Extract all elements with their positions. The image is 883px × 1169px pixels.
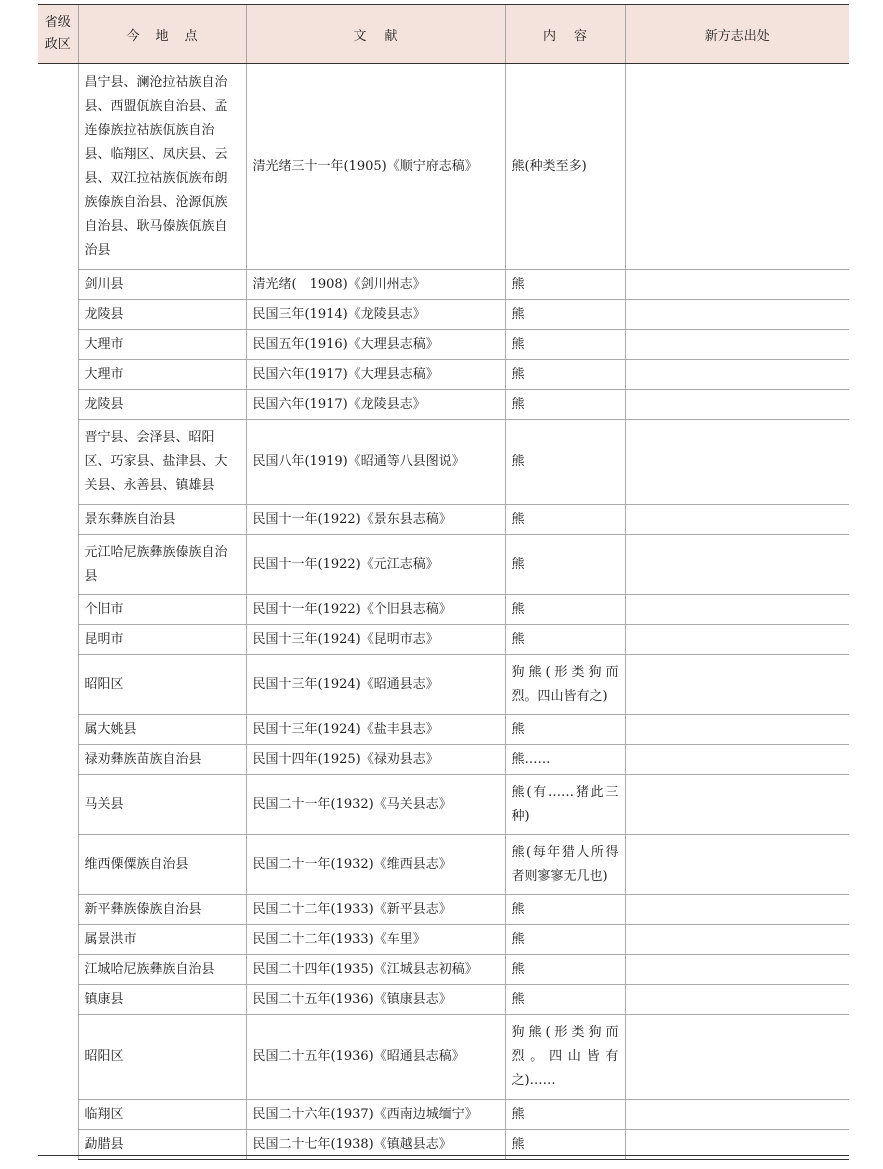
location-cell: 昭阳区	[78, 655, 246, 715]
table-row	[38, 270, 849, 300]
header-new-source	[625, 5, 849, 64]
new-source-cell	[625, 655, 849, 715]
location-cell: 龙陵县	[78, 390, 246, 420]
table-row	[38, 895, 849, 925]
content-cell: 熊	[505, 270, 625, 300]
header-document-label: 文献	[353, 28, 416, 44]
location-cell: 剑川县	[78, 270, 246, 300]
table-row	[38, 625, 849, 655]
header-province-line2: 政区	[44, 37, 71, 52]
province-cell	[38, 64, 78, 1160]
new-source-cell	[625, 1015, 849, 1100]
document-cell: 民国八年(1919)《昭通等八县图说》	[246, 420, 505, 505]
table-row	[38, 655, 849, 715]
new-source-cell	[625, 64, 849, 270]
header-document	[246, 5, 505, 64]
content-cell: 熊	[505, 420, 625, 505]
location-cell: 昭阳区	[78, 1015, 246, 1100]
content-cell: 熊	[505, 715, 625, 745]
content-cell: 熊	[505, 505, 625, 535]
new-source-cell	[625, 745, 849, 775]
new-source-cell	[625, 595, 849, 625]
document-cell: 民国十一年(1922)《景东县志稿》	[246, 505, 505, 535]
document-cell: 民国二十一年(1932)《维西县志》	[246, 835, 505, 895]
document-cell: 清光绪( 1908)《剑川州志》	[246, 270, 505, 300]
new-source-cell	[625, 300, 849, 330]
content-cell: 熊	[505, 300, 625, 330]
content-cell: 熊(每年猎人所得者则寥寥无几也)	[505, 835, 625, 895]
table-row	[38, 1100, 849, 1130]
location-cell: 昆明市	[78, 625, 246, 655]
location-cell: 镇康县	[78, 985, 246, 1015]
new-source-cell	[625, 925, 849, 955]
table-row	[38, 300, 849, 330]
content-cell: 狗熊(形类狗而烈。四山皆有之)	[505, 655, 625, 715]
content-cell: 狗熊(形类狗而烈。四山皆有之)……	[505, 1015, 625, 1100]
content-cell: 熊	[505, 925, 625, 955]
records-table	[38, 4, 849, 1160]
document-cell: 民国二十六年(1937)《西南边城缅宁》	[246, 1100, 505, 1130]
location-cell: 临翔区	[78, 1100, 246, 1130]
document-cell: 民国二十五年(1936)《镇康县志》	[246, 985, 505, 1015]
table-row	[38, 505, 849, 535]
location-cell: 景东彝族自治县	[78, 505, 246, 535]
table-row	[38, 715, 849, 745]
table-row	[38, 535, 849, 595]
new-source-cell	[625, 895, 849, 925]
document-cell: 民国二十七年(1938)《镇越县志》	[246, 1130, 505, 1160]
new-source-cell	[625, 625, 849, 655]
content-cell: 熊	[505, 895, 625, 925]
table-row	[38, 835, 849, 895]
location-cell: 个旧市	[78, 595, 246, 625]
header-new-source-label: 新方志出处	[704, 28, 770, 44]
location-cell: 勐腊县	[78, 1130, 246, 1160]
table-row	[38, 775, 849, 835]
table-row	[38, 330, 849, 360]
document-cell: 民国十四年(1925)《禄劝县志》	[246, 745, 505, 775]
header-location	[78, 5, 246, 64]
table-row	[38, 985, 849, 1015]
location-cell: 昌宁县、澜沧拉祜族自治县、西盟佤族自治县、孟连傣族拉祜族佤族自治县、临翔区、凤庆县、云县、双江拉祜族佤族布朗族傣族自治县、沧源佤族自治县、耿马傣族佤族自治县	[78, 64, 246, 270]
location-cell: 大理市	[78, 330, 246, 360]
content-cell: 熊	[505, 595, 625, 625]
new-source-cell	[625, 1100, 849, 1130]
document-cell: 民国六年(1917)《大理县志稿》	[246, 360, 505, 390]
document-cell: 清光绪三十一年(1905)《顺宁府志稿》	[246, 64, 505, 270]
new-source-cell	[625, 835, 849, 895]
location-cell: 属景洪市	[78, 925, 246, 955]
document-cell: 民国六年(1917)《龙陵县志》	[246, 390, 505, 420]
table-row	[38, 1015, 849, 1100]
document-cell: 民国十三年(1924)《昆明市志》	[246, 625, 505, 655]
location-cell: 元江哈尼族彝族傣族自治县	[78, 535, 246, 595]
table-row	[38, 925, 849, 955]
new-source-cell	[625, 535, 849, 595]
new-source-cell	[625, 985, 849, 1015]
document-cell: 民国二十五年(1936)《昭通县志稿》	[246, 1015, 505, 1100]
document-cell: 民国二十二年(1933)《新平县志》	[246, 895, 505, 925]
location-cell: 新平彝族傣族自治县	[78, 895, 246, 925]
new-source-cell	[625, 505, 849, 535]
document-cell: 民国十一年(1922)《元江志稿》	[246, 535, 505, 595]
content-cell: 熊	[505, 535, 625, 595]
table-row	[38, 64, 849, 270]
new-source-cell	[625, 330, 849, 360]
location-cell: 禄劝彝族苗族自治县	[78, 745, 246, 775]
location-cell: 属大姚县	[78, 715, 246, 745]
new-source-cell	[625, 270, 849, 300]
document-cell: 民国十一年(1922)《个旧县志稿》	[246, 595, 505, 625]
table-row	[38, 390, 849, 420]
header-location-label: 今地点	[126, 28, 214, 44]
table-row	[38, 420, 849, 505]
table-row	[38, 955, 849, 985]
location-cell: 维西傈僳族自治县	[78, 835, 246, 895]
header-content	[505, 5, 625, 64]
new-source-cell	[625, 955, 849, 985]
table-row	[38, 745, 849, 775]
new-source-cell	[625, 715, 849, 745]
content-cell: 熊	[505, 360, 625, 390]
document-cell: 民国三年(1914)《龙陵县志》	[246, 300, 505, 330]
new-source-cell	[625, 420, 849, 505]
content-cell: 熊	[505, 1130, 625, 1160]
table-row	[38, 595, 849, 625]
new-source-cell	[625, 775, 849, 835]
new-source-cell	[625, 360, 849, 390]
document-cell: 民国二十二年(1933)《车里》	[246, 925, 505, 955]
content-cell: 熊……	[505, 745, 625, 775]
content-cell: 熊	[505, 625, 625, 655]
location-cell: 江城哈尼族彝族自治县	[78, 955, 246, 985]
document-cell: 民国十三年(1924)《盐丰县志》	[246, 715, 505, 745]
header-province-line1: 省级	[44, 15, 71, 30]
new-source-cell	[625, 390, 849, 420]
location-cell: 晋宁县、会泽县、昭阳区、巧家县、盐津县、大关县、永善县、镇雄县	[78, 420, 246, 505]
document-cell: 民国十三年(1924)《昭通县志》	[246, 655, 505, 715]
header-content-label: 内容	[542, 28, 605, 44]
content-cell: 熊(有……猪此三种)	[505, 775, 625, 835]
document-cell: 民国二十四年(1935)《江城县志初稿》	[246, 955, 505, 985]
location-cell: 龙陵县	[78, 300, 246, 330]
document-cell: 民国二十一年(1932)《马关县志》	[246, 775, 505, 835]
content-cell: 熊	[505, 1100, 625, 1130]
table-header-row	[38, 5, 849, 64]
table-body	[38, 64, 849, 1160]
header-province	[38, 5, 78, 64]
content-cell: 熊	[505, 330, 625, 360]
bottom-rule	[38, 1155, 849, 1156]
document-cell: 民国五年(1916)《大理县志稿》	[246, 330, 505, 360]
content-cell: 熊	[505, 985, 625, 1015]
content-cell: 熊(种类至多)	[505, 64, 625, 270]
location-cell: 马关县	[78, 775, 246, 835]
content-cell: 熊	[505, 390, 625, 420]
location-cell: 大理市	[78, 360, 246, 390]
table-row	[38, 360, 849, 390]
content-cell: 熊	[505, 955, 625, 985]
